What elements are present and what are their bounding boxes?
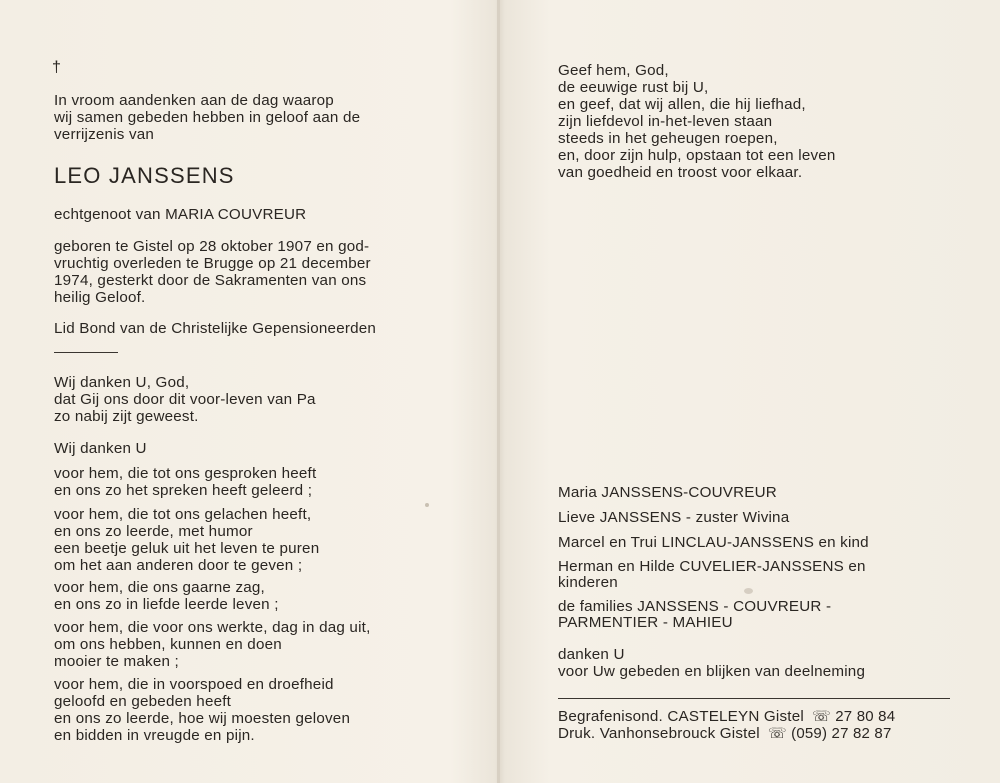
divider — [54, 352, 118, 353]
family-member-continued: PARMENTIER - MAHIEU — [558, 614, 733, 631]
poem-line: voor hem, die ons gaarne zag, — [54, 579, 265, 596]
printer-phone: ☏ (059) 27 82 87 — [767, 725, 892, 742]
birth-line: heilig Geloof. — [54, 289, 146, 306]
paper-speck — [744, 588, 753, 594]
family-member: de families JANSSENS - COUVREUR - — [558, 598, 832, 615]
right-page — [500, 0, 1000, 783]
poem-line: een beetje geluk uit het leven te puren — [54, 540, 320, 557]
divider — [558, 698, 950, 699]
prayer-line: de eeuwige rust bij U, — [558, 79, 709, 96]
poem-line: en ons zo het spreken heeft geleerd ; — [54, 482, 313, 499]
deceased-name: LEO JANSSENS — [54, 163, 235, 188]
poem-line: om ons hebben, kunnen en doen — [54, 636, 282, 653]
birth-line: geboren te Gistel op 28 oktober 1907 en god- — [54, 238, 370, 255]
poem-line: en bidden in vreugde en pijn. — [54, 727, 255, 744]
cross-icon: † — [52, 59, 61, 76]
prayer-line: Geef hem, God, — [558, 62, 669, 79]
poem-line: zo nabij zijt geweest. — [54, 408, 199, 425]
family-member: Maria JANSSENS-COUVREUR — [558, 484, 777, 501]
poem-stanza — [54, 579, 279, 613]
poem-line: en ons zo leerde, hoe wij moesten geloven — [54, 710, 351, 727]
paper-speck — [425, 503, 429, 507]
family-member: Marcel en Trui LINCLAU-JANSSENS en kind — [558, 534, 869, 551]
poem-line: voor hem, die tot ons gelachen heeft, — [54, 506, 312, 523]
family-member-continued: kinderen — [558, 574, 618, 591]
thanks-heading: Wij danken U — [54, 440, 147, 457]
poem-line: voor hem, die in voorspoed en droefheid — [54, 676, 334, 693]
poem-line: voor hem, die tot ons gesproken heeft — [54, 465, 317, 482]
family-member: Herman en Hilde CUVELIER-JANSSENS en — [558, 558, 866, 575]
birth-line: vruchtig overleden te Brugge op 21 december — [54, 255, 371, 272]
poem-stanza — [54, 465, 316, 499]
poem-line: geloofd en gebeden heeft — [54, 693, 232, 710]
spouse-line: echtgenoot van MARIA COUVREUR — [54, 206, 307, 223]
poem-line: dat Gij ons door dit voor-leven van Pa — [54, 391, 316, 408]
intro-line: wij samen gebeden hebben in geloof aan de — [54, 109, 361, 126]
poem-line: Wij danken U, God, — [54, 374, 190, 391]
birth-line: 1974, gesterkt door de Sakramenten van ons — [54, 272, 367, 289]
family-member: Lieve JANSSENS - zuster Wivina — [558, 509, 790, 526]
thanks-line: danken U — [558, 646, 625, 663]
thanks-god-text — [54, 374, 316, 425]
left-page — [0, 0, 497, 783]
funeral-director-label: Begrafenisond. CASTELEYN Gistel — [558, 708, 804, 725]
poem-line: om het aan anderen door te geven ; — [54, 557, 303, 574]
birth-death-text — [54, 238, 371, 306]
funeral-director-row — [558, 708, 895, 725]
printer-row — [558, 725, 895, 742]
poem-stanza — [54, 676, 350, 744]
prayer-line: steeds in het geheugen roepen, — [558, 130, 778, 147]
intro-text — [54, 92, 360, 143]
poem-stanza — [54, 506, 319, 574]
poem-line: en ons zo in liefde leerde leven ; — [54, 596, 279, 613]
family-list — [558, 484, 958, 684]
poem-line: mooier te maken ; — [54, 653, 179, 670]
poem-line: voor hem, die voor ons werkte, dag in dag uit, — [54, 619, 371, 636]
prayer-line: en geef, dat wij allen, die hij liefhad, — [558, 96, 806, 113]
funeral-director-phone: ☏ 27 80 84 — [811, 708, 896, 725]
poem-stanza — [54, 619, 371, 670]
prayer-line: van goedheid en troost voor elkaar. — [558, 164, 803, 181]
prayer-line: en, door zijn hulp, opstaan tot een leven — [558, 147, 836, 164]
thanks-line: voor Uw gebeden en blijken van deelneming — [558, 663, 866, 680]
prayer-text — [558, 62, 836, 181]
intro-line: In vroom aandenken aan de dag waarop — [54, 92, 334, 109]
intro-line: verrijzenis van — [54, 126, 155, 143]
membership-line: Lid Bond van de Christelijke Gepensioneerden — [54, 320, 377, 337]
poem-line: en ons zo leerde, met humor — [54, 523, 253, 540]
printer-label: Druk. Vanhonsebrouck Gistel — [558, 725, 760, 742]
prayer-line: zijn liefdevol in-het-leven staan — [558, 113, 773, 130]
footer-credits — [558, 708, 895, 742]
